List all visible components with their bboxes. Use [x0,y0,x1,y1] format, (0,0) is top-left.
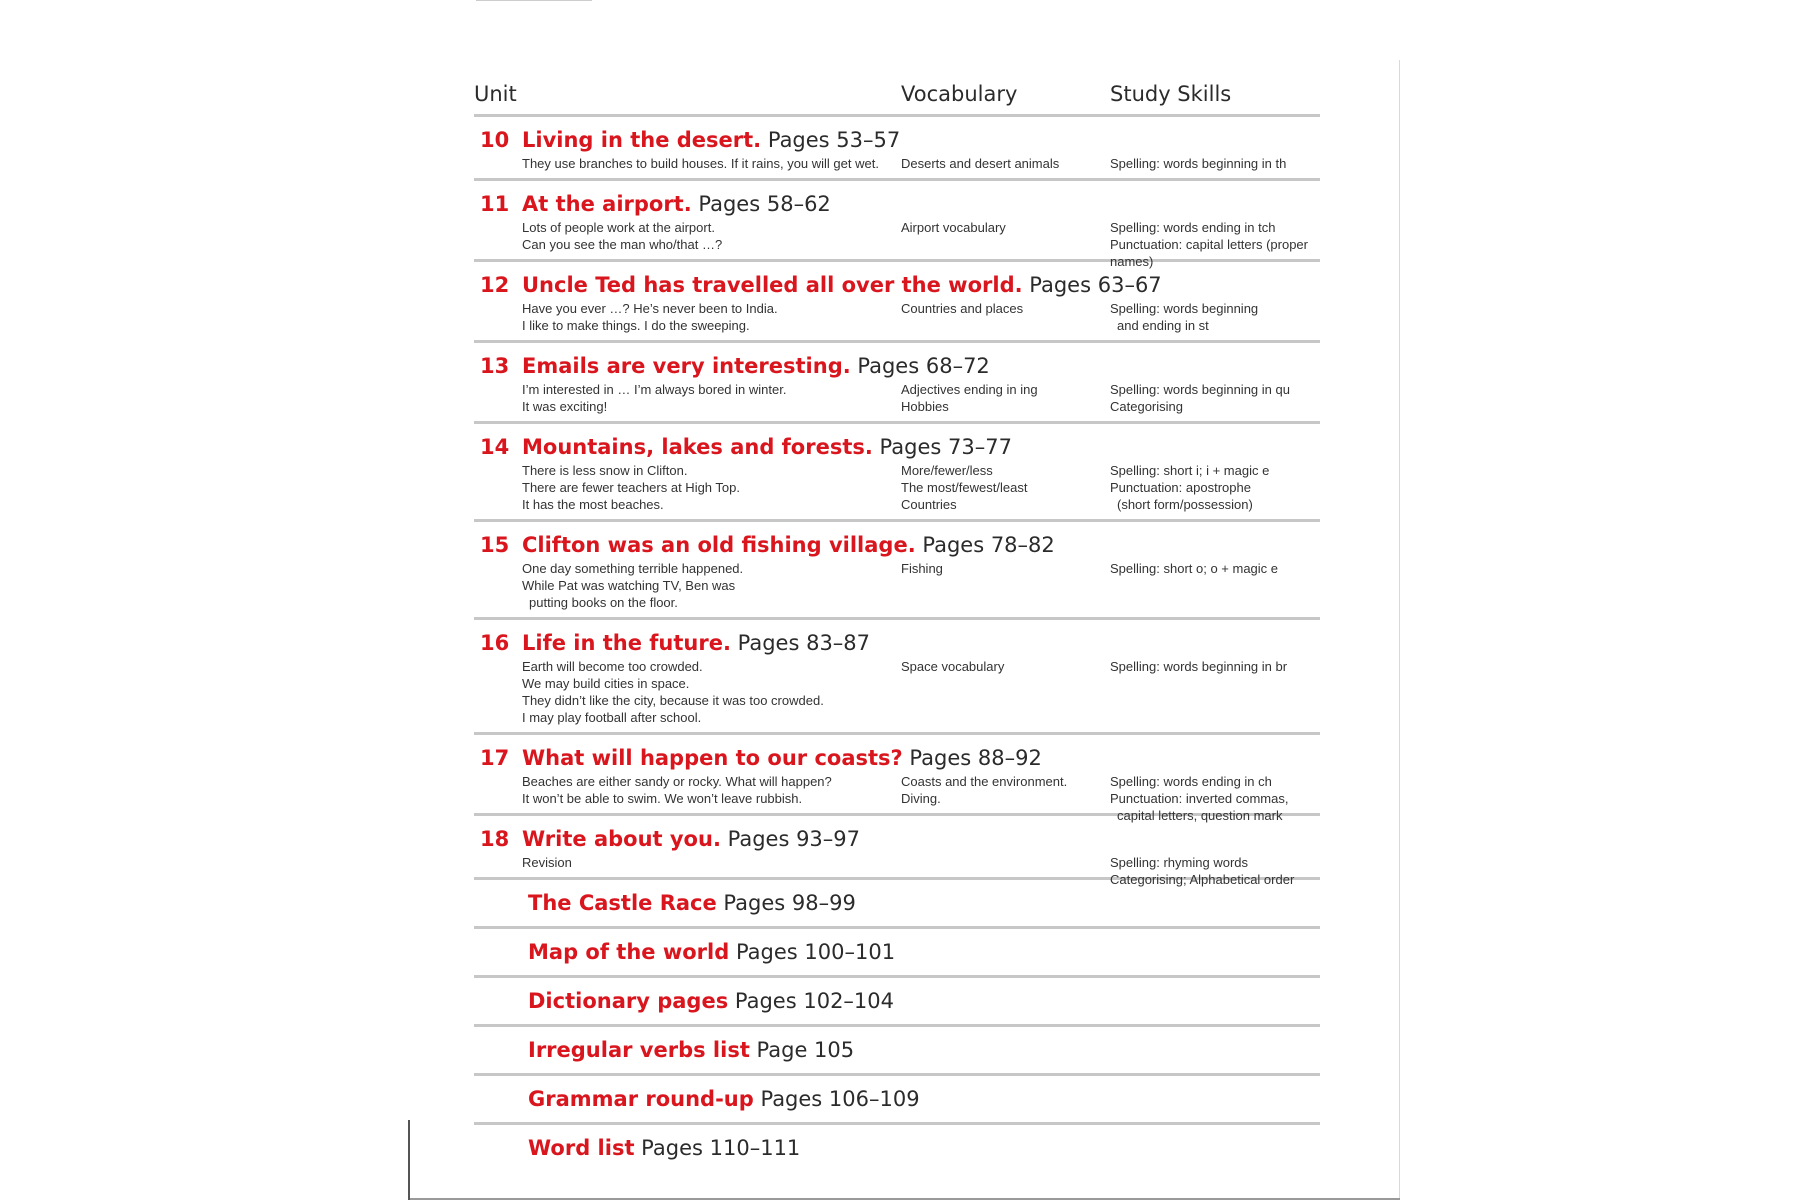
study-skills-text [1110,300,1322,334]
page-shadow [408,1120,410,1200]
study-skills-text-line: Spelling: words beginning in th [1110,156,1287,171]
study-skills-text-line: capital letters, question mark [1117,808,1283,823]
extra-section-row [474,1027,1320,1073]
study-skills-text-line: Punctuation: inverted commas, [1110,791,1289,806]
unit-pages: Pages 83–87 [737,631,871,655]
extra-section-title[interactable]: The Castle Race [528,891,717,915]
unit-number: 11 [480,192,510,216]
unit-title-line [474,745,1320,771]
unit-pages: Pages 68–72 [857,354,990,378]
vocabulary-text [901,560,1091,577]
vocabulary-text-line: Coasts and the environment. [901,774,1068,789]
page-edge [1399,60,1400,1200]
unit-row [474,620,1320,732]
unit-row [474,343,1320,421]
extra-section-title[interactable]: Grammar round-up [528,1087,754,1111]
vocabulary-text [901,658,1091,675]
study-skills-text-line: Punctuation: apostrophe [1110,480,1251,495]
grammar-text-line: Can you see the man who/that …? [522,237,723,252]
unit-number: 12 [480,273,510,297]
vocabulary-text-line: Space vocabulary [901,659,1005,674]
study-skills-text-line: Categorising [1110,399,1183,414]
vocabulary-text-line: Deserts and desert animals [901,156,1060,171]
extra-section-row [474,880,1320,926]
grammar-text [522,300,892,334]
vocabulary-text-line: Fishing [901,561,943,576]
grammar-text-line: Revision [522,855,572,870]
vocabulary-text [901,300,1091,317]
grammar-text-line: I like to make things. I do the sweeping. [522,318,750,333]
grammar-text [522,854,892,871]
vocabulary-text [901,773,1091,807]
unit-title-line [474,272,1320,298]
extras-list [474,880,1320,1171]
unit-number: 15 [480,533,510,557]
grammar-text-line: We may build cities in space. [522,676,690,691]
extra-section-pages: Pages 106–109 [760,1087,920,1111]
vocabulary-column-heading: Vocabulary [901,82,1018,106]
unit-title-line [474,532,1320,558]
table-of-contents [474,80,1320,1171]
vocabulary-text-line: The most/fewest/least [901,480,1028,495]
study-skills-text-line: Punctuation: capital letters (proper [1110,237,1308,252]
extra-section-pages: Pages 98–99 [723,891,856,915]
unit-row [474,522,1320,617]
vocabulary-text [901,462,1091,513]
grammar-text-line: One day something terrible happened. [522,561,744,576]
extra-section-title[interactable]: Word list [528,1136,635,1160]
vocabulary-text [901,155,1091,172]
unit-title-line [474,191,1320,217]
unit-number: 18 [480,827,510,851]
grammar-text-line: It has the most beaches. [522,497,664,512]
unit-details [474,854,1320,887]
vocabulary-text-line: Diving. [901,791,941,806]
study-skills-text-line: Spelling: short o; o + magic e [1110,561,1279,576]
vocabulary-text-line: Countries [901,497,957,512]
unit-number: 14 [480,435,510,459]
extra-section-row [474,978,1320,1024]
grammar-text-line: I may play football after school. [522,710,702,725]
extra-section-row [474,929,1320,975]
unit-details [474,219,1320,269]
study-skills-text-line: Spelling: words beginning in br [1110,659,1288,674]
vocabulary-text [901,219,1091,236]
study-skills-text [1110,462,1322,513]
study-skills-text [1110,658,1322,675]
unit-pages: Pages 78–82 [922,533,1055,557]
extra-section-pages: Pages 100–101 [735,940,896,964]
unit-details [474,381,1320,415]
vocabulary-text-line: More/fewer/less [901,463,993,478]
unit-pages: Pages 53–57 [767,128,901,152]
unit-number: 16 [480,631,510,655]
grammar-text [522,381,892,415]
unit-title-line [474,826,1320,852]
vocabulary-text-line: Adjectives ending in ing [901,382,1038,397]
unit-number: 17 [480,746,510,770]
extra-section-title[interactable]: Irregular verbs list [528,1038,750,1062]
grammar-text [522,155,892,172]
study-skills-text-line: Spelling: rhyming words [1110,855,1249,870]
unit-row [474,262,1320,340]
toc-header [474,80,1320,114]
grammar-text [522,773,892,807]
unit-row [474,816,1320,887]
vocabulary-text-line: Airport vocabulary [901,220,1006,235]
grammar-text-line: Lots of people work at the airport. [522,220,715,235]
unit-pages: Pages 88–92 [909,746,1042,770]
unit-details [474,155,1320,172]
study-skills-text-line: and ending in st [1117,318,1209,333]
unit-title[interactable]: Clifton was an old fishing village. [522,533,916,557]
unit-details [474,462,1320,513]
study-skills-text-line: Spelling: words beginning in qu [1110,382,1290,397]
unit-title-line [474,127,1320,153]
grammar-text-line: It was exciting! [522,399,608,414]
grammar-text-line: There is less snow in Clifton. [522,463,688,478]
study-skills-text-line: Categorising; Alphabetical order [1110,872,1295,887]
unit-title[interactable]: Living in the desert. [522,128,762,152]
grammar-text [522,219,892,253]
unit-title[interactable]: At the airport. [522,192,692,216]
study-skills-text-line: Spelling: short i; i + magic e [1110,463,1270,478]
study-skills-text-line: names) [1110,254,1154,269]
unit-row [474,117,1320,178]
unit-details [474,300,1320,334]
study-skills-text-line: Spelling: words beginning [1110,301,1259,316]
unit-details [474,560,1320,611]
grammar-text-line: I’m interested in … I’m always bored in winter. [522,382,787,397]
unit-title[interactable]: Mountains, lakes and forests. [522,435,873,459]
grammar-text-line: Earth will become too crowded. [522,659,703,674]
extra-section-title[interactable]: Map of the world [528,940,730,964]
study-skills-text-line: Spelling: words ending in tch [1110,220,1276,235]
grammar-text-line: Have you ever …? He’s never been to India. [522,301,778,316]
vocabulary-text-line: Countries and places [901,301,1024,316]
unit-title[interactable]: Emails are very interesting. [522,354,851,378]
unit-title[interactable]: Write about you. [522,827,721,851]
unit-title-line [474,630,1320,656]
unit-title-line [474,434,1320,460]
vocabulary-text [901,381,1091,415]
extra-section-pages: Pages 110–111 [641,1136,801,1160]
study-skills-text [1110,155,1322,172]
study-skills-text-line: (short form/possession) [1117,497,1253,512]
unit-pages: Pages 73–77 [879,435,1012,459]
unit-title[interactable]: What will happen to our coasts? [522,746,903,770]
extra-section-pages: Page 105 [756,1038,855,1062]
study-skills-text [1110,560,1322,577]
unit-list [474,117,1320,887]
extra-section-pages: Pages 102–104 [734,989,895,1013]
unit-title[interactable]: Uncle Ted has travelled all over the world. [522,273,1023,297]
grammar-text [522,658,892,726]
study-skills-text-line: Spelling: words ending in ch [1110,774,1272,789]
grammar-text-line: putting books on the floor. [529,595,678,610]
unit-number: 13 [480,354,510,378]
grammar-text-line: Beaches are either sandy or rocky. What will happen? [522,774,832,789]
grammar-text-line: While Pat was watching TV, Ben was [522,578,736,593]
unit-details [474,658,1320,726]
unit-title-line [474,353,1320,379]
unit-row [474,735,1320,823]
page-top-mark [476,0,592,1]
extra-section-title[interactable]: Dictionary pages [528,989,729,1013]
extra-section-row [474,1076,1320,1122]
grammar-text-line: It won’t be able to swim. We won’t leave rubbish. [522,791,803,806]
unit-number: 10 [480,128,510,152]
unit-pages: Pages 63–67 [1029,273,1162,297]
unit-column-heading: Unit [474,82,517,106]
unit-details [474,773,1320,823]
grammar-text [522,462,892,513]
study-skills-text [1110,381,1322,415]
grammar-text [522,560,892,611]
unit-row [474,424,1320,519]
grammar-text-line: They use branches to build houses. If it rains, you will get wet. [522,156,879,171]
grammar-text-line: They didn’t like the city, because it was too crowded. [522,693,824,708]
unit-pages: Pages 93–97 [727,827,861,851]
grammar-text-line: There are fewer teachers at High Top. [522,480,740,495]
vocabulary-text-line: Hobbies [901,399,949,414]
unit-pages: Pages 58–62 [698,192,831,216]
unit-row [474,181,1320,269]
study-skills-column-heading: Study Skills [1110,82,1232,106]
unit-title[interactable]: Life in the future. [522,631,731,655]
extra-section-row [474,1125,1320,1171]
